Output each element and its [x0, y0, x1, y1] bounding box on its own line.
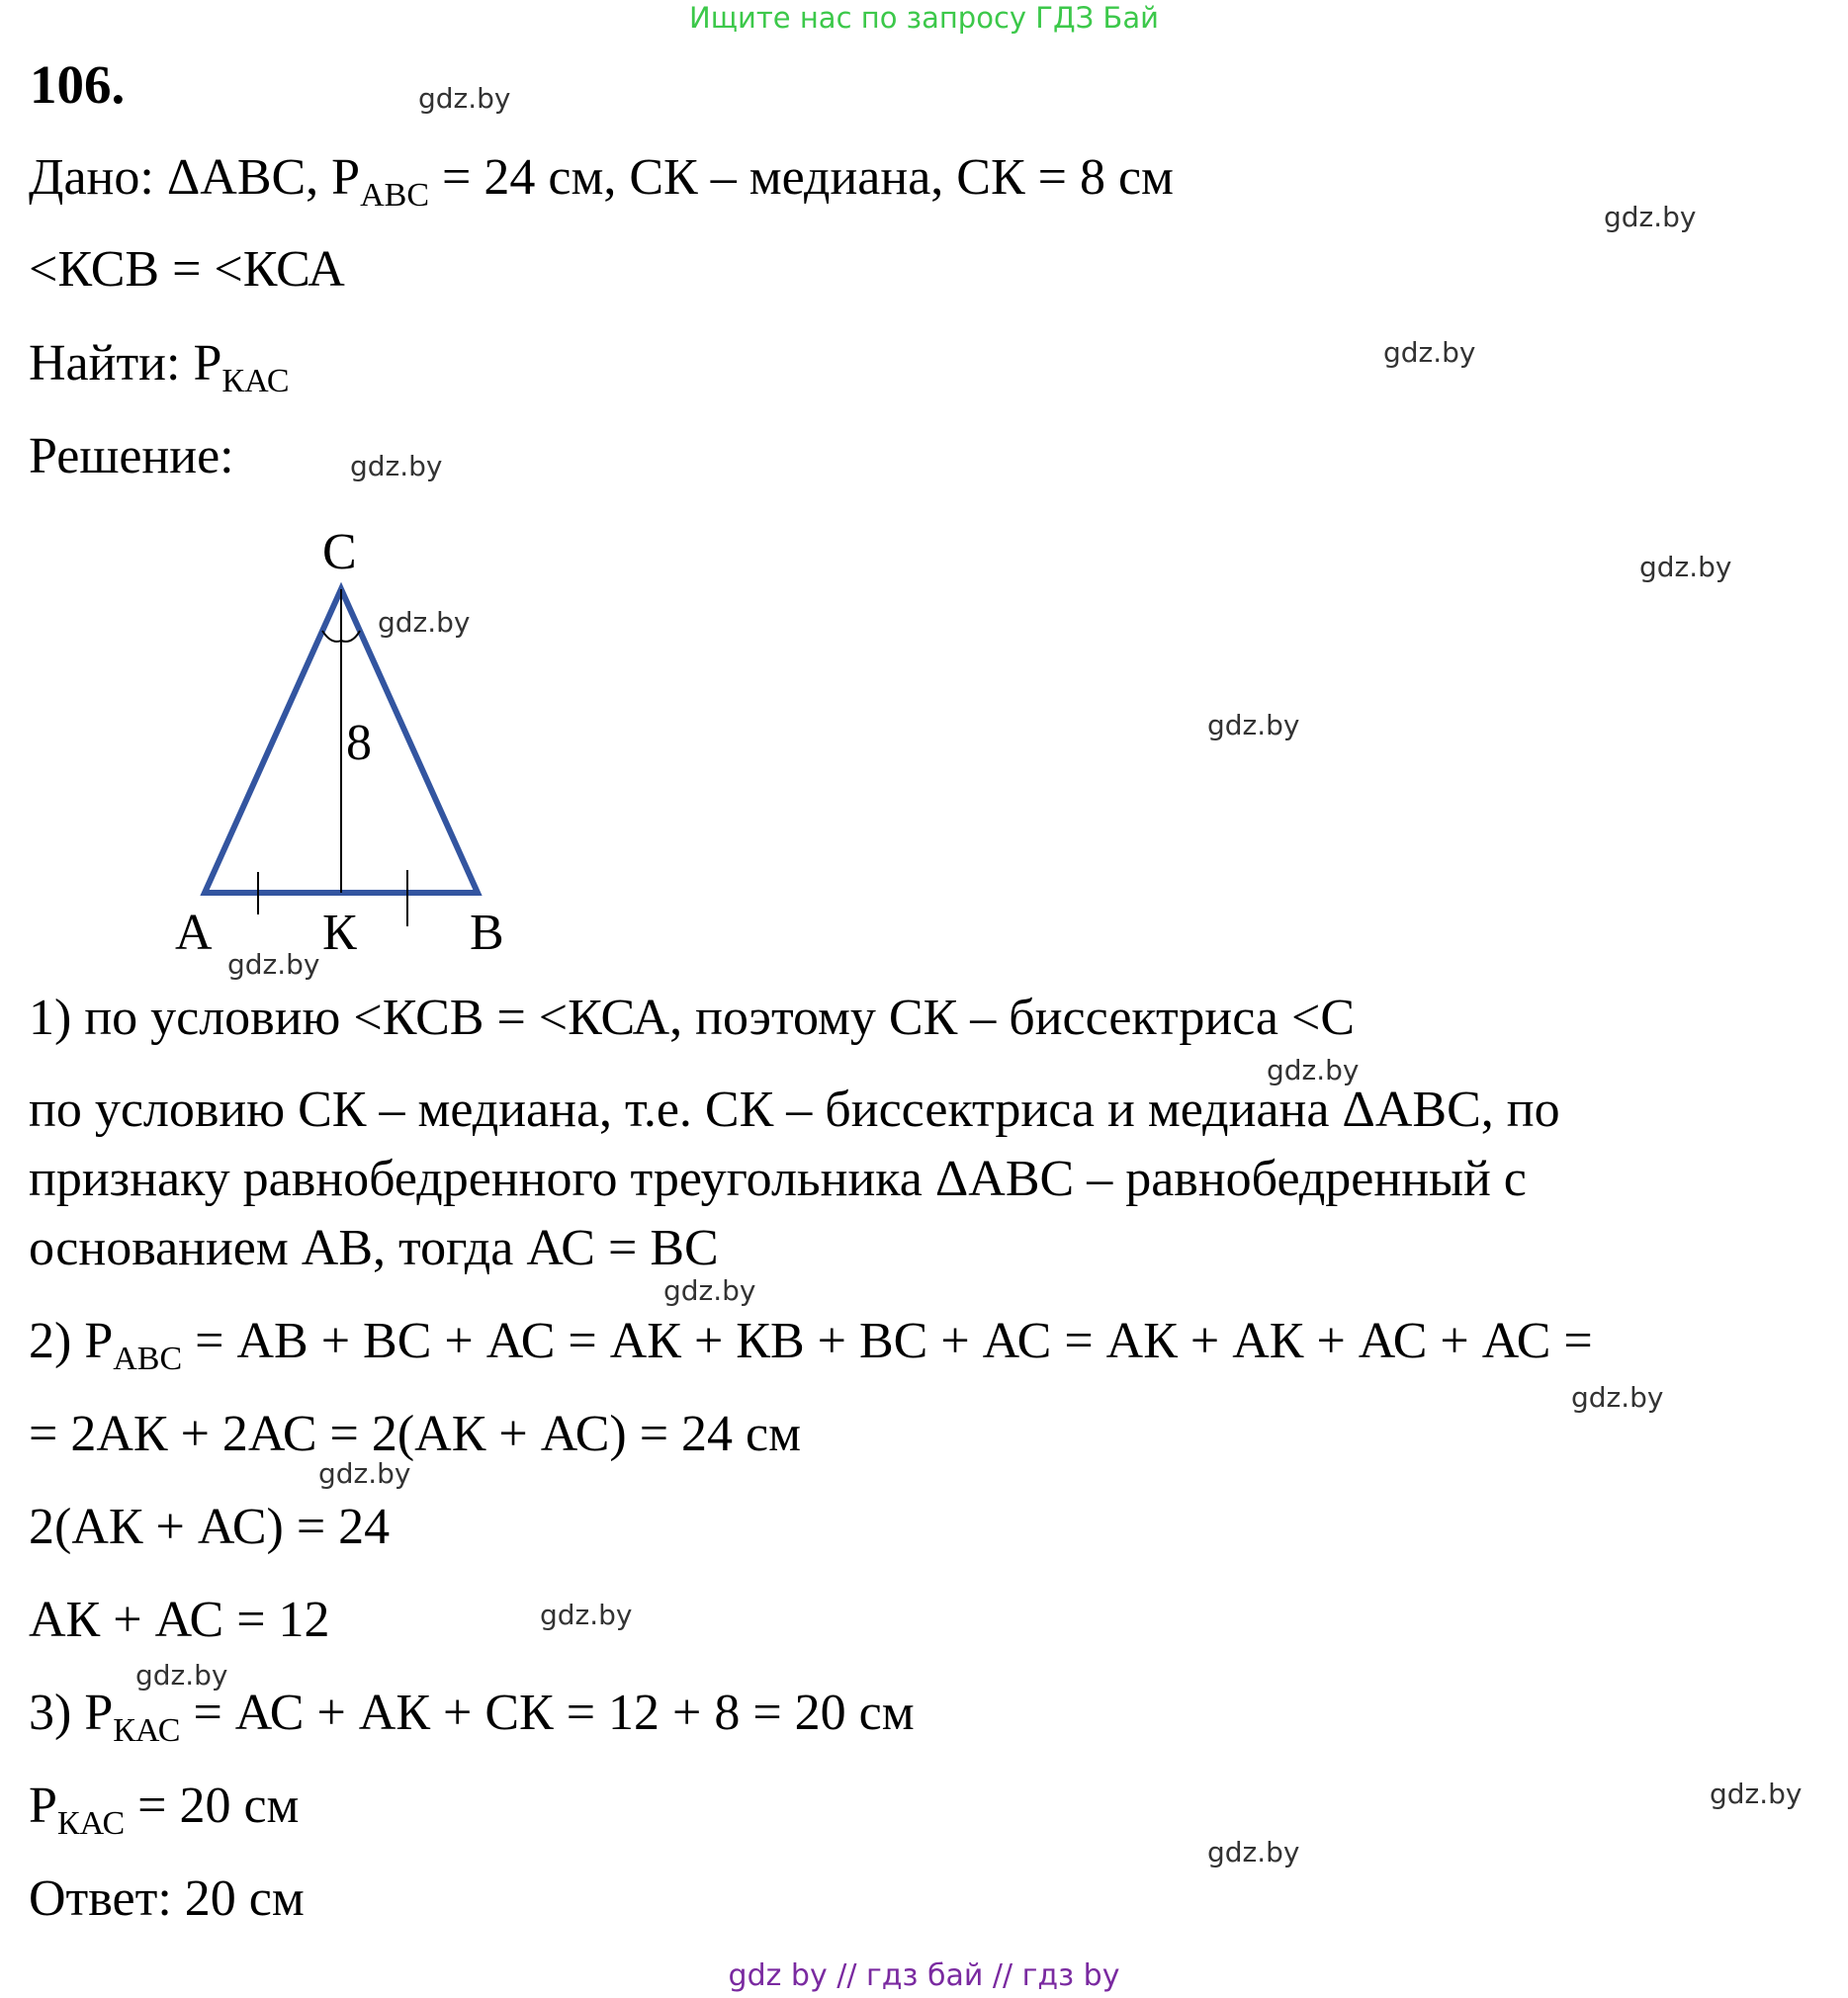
step-1-continued-c: основанием АВ, тогда АС = ВС — [29, 1220, 719, 1276]
step-2: 2) $Р_{АВС}$ = АВ + ВС + АС = АК + КВ + ВС + АС = АК + АК + АС + АС = — [29, 1313, 1593, 1377]
given-line-1: Дано: ΔАВС, $Р_{АВС} = 24$ см, СК – медиана, СК = 8 см — [29, 149, 1174, 214]
step-3: 3) $Р_{КАС}$ = АС + АК + СК = 12 + 8 = 20 см — [29, 1685, 915, 1749]
step-2-equation: 2(АК + АС) = 24 — [29, 1499, 391, 1555]
watermark: gdz.by — [378, 606, 471, 639]
angle-arc-left — [322, 631, 341, 642]
triangle-diagram — [148, 514, 544, 969]
watermark: gdz.by — [540, 1599, 633, 1631]
watermark: gdz.by — [350, 450, 443, 482]
find-line: Найти: $Р_{КАС}$ — [29, 335, 290, 399]
step-2-result: АК + АС = 12 — [29, 1592, 330, 1648]
header-search-hint[interactable]: Ищите нас по запросу ГДЗ Бай — [689, 1, 1159, 35]
footer-links[interactable]: gdz by // гдз бай // гдз by — [728, 1958, 1120, 1993]
watermark: gdz.by — [663, 1274, 756, 1307]
label-vertex-b: В — [470, 905, 504, 961]
watermark: gdz.by — [1207, 709, 1300, 741]
label-vertex-k: К — [322, 905, 357, 961]
watermark: gdz.by — [1383, 336, 1476, 369]
angle-arc-right — [341, 631, 360, 642]
label-vertex-a: А — [175, 905, 213, 961]
perimeter-result: $Р_{КАС} = 20$ см — [29, 1778, 300, 1842]
solution-label: Решение: — [29, 428, 234, 484]
watermark: gdz.by — [1604, 201, 1697, 233]
answer-line: Ответ: 20 см — [29, 1870, 305, 1927]
problem-number: 106. — [30, 54, 126, 115]
watermark: gdz.by — [1639, 551, 1732, 583]
given-line-2: <КСВ = <КСА — [29, 241, 345, 298]
watermark: gdz.by — [135, 1659, 228, 1692]
watermark: gdz.by — [418, 82, 511, 115]
step-1: 1) по условию <КСВ = <КСА, поэтому СК – биссектриса <С — [29, 990, 1356, 1046]
watermark: gdz.by — [1571, 1381, 1664, 1414]
watermark: gdz.by — [1267, 1054, 1360, 1086]
step-1-continued-a: по условию СК – медиана, т.е. СК – биссектриса и медиана ΔАВС, по — [29, 1082, 1560, 1138]
label-median-length: 8 — [346, 715, 372, 771]
watermark: gdz.by — [227, 948, 320, 981]
watermark: gdz.by — [318, 1457, 411, 1490]
step-2-continued: = 2АК + 2АС = 2(АК + АС) = 24 см — [29, 1406, 802, 1462]
label-vertex-c: С — [322, 524, 357, 580]
watermark: gdz.by — [1710, 1778, 1803, 1810]
step-1-continued-b: признаку равнобедренного треугольника ΔАВС – равнобедренный с — [29, 1151, 1527, 1207]
watermark: gdz.by — [1207, 1836, 1300, 1868]
